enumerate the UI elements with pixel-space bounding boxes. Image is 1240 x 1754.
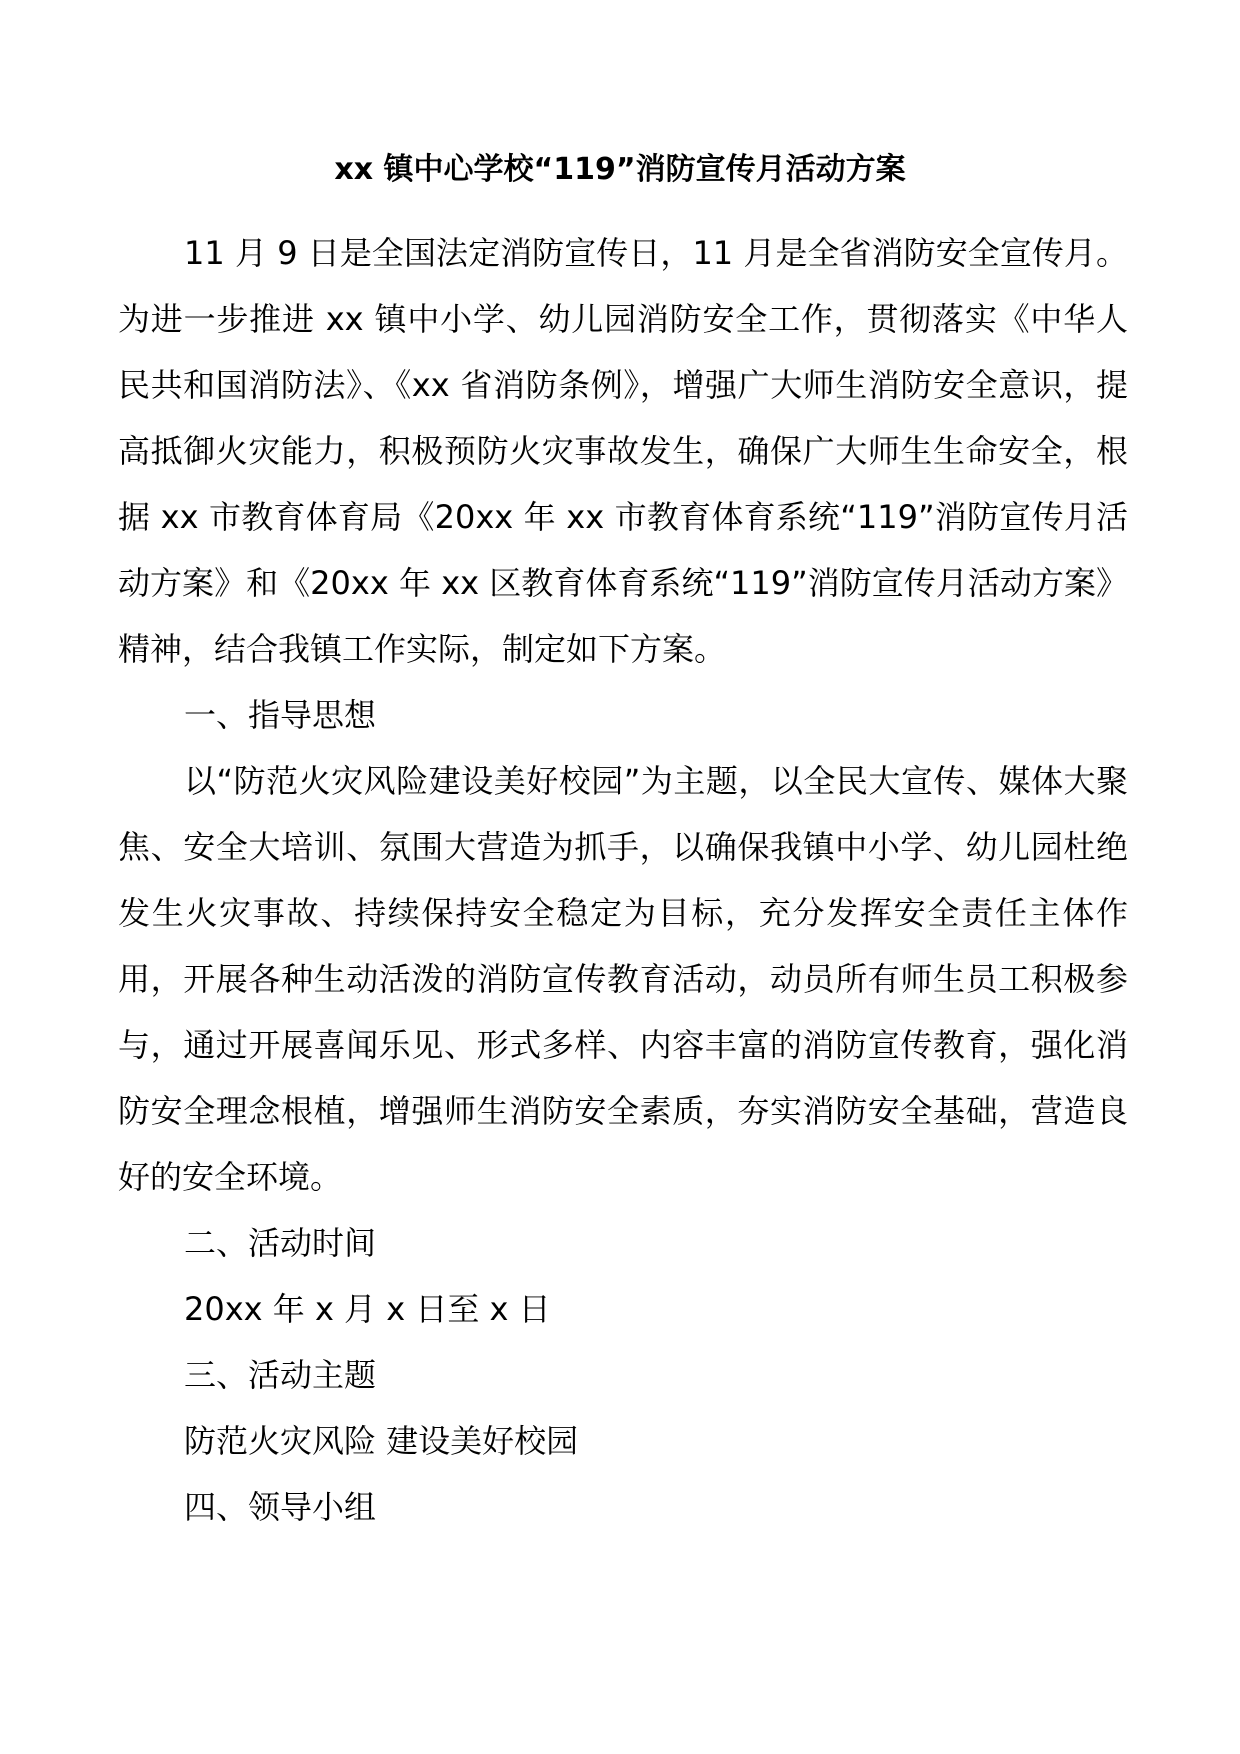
document-body (118, 220, 1128, 1540)
section-heading-leadership-group: 四、领导小组 (184, 1488, 377, 1526)
section-heading-activity-time: 二、活动时间 (184, 1224, 377, 1262)
document-title: xx 镇中心学校“119”消防宣传月活动方案 (334, 152, 906, 187)
section-heading-guiding-ideology: 一、指导思想 (184, 696, 377, 734)
section-heading-activity-theme: 三、活动主题 (184, 1356, 377, 1394)
guiding-ideology-paragraph: 以“防范火灾风险建设美好校园”为主题，以全民大宣传、媒体大聚焦、安全大培训、氛围大营造为抓手，以确保我镇中小学、幼儿园杜绝发生火灾事故、持续保持安全稳定为目标，充分发挥安全责任主体作用，开展各种生动活泼的消防宣传教育活动，动员所有师生员工积极参与，通过开展喜闻乐见、形式多样、内容丰富的消防宣传教育，强化消防安全理念根植，增强师生消防安全素质，夯实消防安全基础，营造良好的安全环境。 (118, 762, 1128, 1196)
activity-time-paragraph: 20xx 年 x 月 x 日至 x 日 (184, 1290, 551, 1328)
activity-theme-paragraph: 防范火灾风险 建设美好校园 (184, 1422, 579, 1460)
intro-paragraph: 11 月 9 日是全国法定消防宣传日，11 月是全省消防安全宣传月。为进一步推进 xx 镇中小学、幼儿园消防安全工作，贯彻落实《中华人民共和国消防法》、《xx 省消防条例》，增强广大师生消防安全意识，提高抵御火灾能力，积极预防火灾事故发生，确保广大师生生命安全，根据 xx 市教育体育局《20xx 年 xx 市教育体育系统“119”消防宣传月活动方案》和《20xx 年 xx 区教育体育系统“119”消防宣传月活动方案》精神，结合我镇工作实际，制定如下方案。 (118, 234, 1128, 668)
